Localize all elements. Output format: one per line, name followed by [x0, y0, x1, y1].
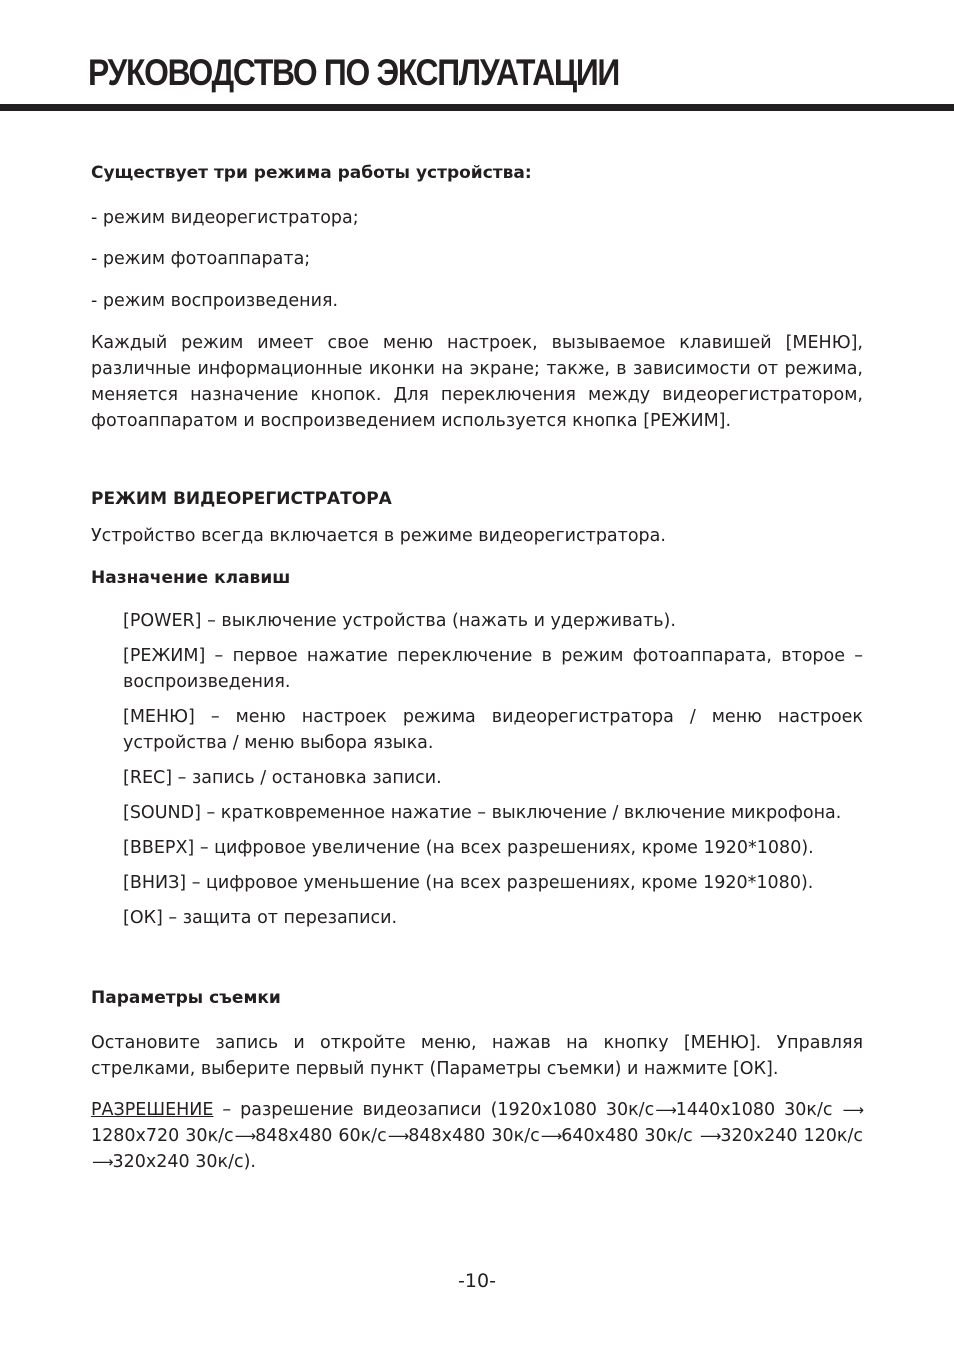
header-divider — [0, 104, 954, 111]
recorder-heading: РЕЖИМ ВИДЕОРЕГИСТРАТОРА — [91, 489, 392, 509]
modes-heading: Существует три режима работы устройства: — [91, 163, 532, 183]
resolution-intro: – разрешение видеозаписи (1920х1080 30к/с — [213, 1100, 655, 1120]
page-number: -10- — [458, 1270, 496, 1292]
resolution-option: 848х480 60к/с — [255, 1126, 387, 1146]
resolution-option: 320х240 120к/с — [720, 1126, 863, 1146]
mode-item-photo: - режим фотоаппарата; — [91, 249, 311, 269]
arrow-right-icon: ⟶ — [540, 1127, 561, 1145]
arrow-right-icon: ⟶ — [655, 1101, 675, 1119]
key-mode: [РЕЖИМ] – первое нажатие переключение в режим фотоаппарата, второе – воспроизведения. — [123, 646, 863, 692]
resolution-option: 320х240 30к/с). — [112, 1152, 256, 1172]
key-rec: [REC] – запись / остановка записи. — [123, 768, 442, 788]
key-menu: [МЕНЮ] – меню настроек режима видеорегистратора / меню настроек устройства / меню выбора языка. — [123, 707, 863, 753]
mode-item-playback: - режим воспроизведения. — [91, 291, 339, 311]
key-power: [POWER] – выключение устройства (нажать и удерживать). — [123, 611, 676, 631]
resolution-paragraph — [91, 1097, 863, 1175]
key-up: [ВВЕРХ] – цифровое увеличение (на всех разрешениях, кроме 1920*1080). — [123, 838, 814, 858]
resolution-option: 1440х1080 30к/с — [675, 1100, 833, 1120]
document-body — [91, 150, 863, 1175]
key-down: [ВНИЗ] – цифровое уменьшение (на всех разрешениях, кроме 1920*1080). — [123, 873, 814, 893]
arrow-right-icon: ⟶ — [842, 1101, 862, 1119]
shooting-heading: Параметры съемки — [91, 988, 281, 1008]
recorder-intro: Устройство всегда включается в режиме видеорегистратора. — [91, 526, 666, 546]
resolution-option: 640х480 30к/с — [561, 1126, 693, 1146]
keys-heading: Назначение клавиш — [91, 568, 291, 588]
arrow-right-icon: ⟶ — [234, 1127, 255, 1145]
page-header-title: РУКОВОДСТВО ПО ЭКСПЛУАТАЦИИ — [88, 52, 620, 93]
resolution-label: РАЗРЕШЕНИЕ — [91, 1100, 214, 1120]
mode-item-video: - режим видеорегистратора; — [91, 208, 359, 228]
key-ok: [ОК] – защита от перезаписи. — [123, 908, 398, 928]
keys-list — [123, 608, 863, 931]
key-sound: [SOUND] – кратковременное нажатие – выключение / включение микрофона. — [123, 803, 842, 823]
resolution-option: 1280х720 30к/с — [91, 1126, 234, 1146]
arrow-right-icon: ⟶ — [699, 1127, 720, 1145]
resolution-option: 848х480 30к/с — [408, 1126, 540, 1146]
arrow-right-icon: ⟶ — [92, 1153, 112, 1171]
modes-description: Каждый режим имеет свое меню настроек, вызываемое клавишей [МЕНЮ], различные информационные иконки на экране; также, в зависимости от режима, меняется назначение кнопок. Для переключения между видеорегистратором, фотоаппаратом и воспроизведением используется кнопка [РЕЖИМ]. — [91, 333, 863, 431]
shooting-instructions: Остановите запись и откройте меню, нажав на кнопку [МЕНЮ]. Управляя стрелками, выберите первый пункт (Параметры съемки) и нажмите [ОК]. — [91, 1033, 863, 1079]
arrow-right-icon: ⟶ — [387, 1127, 408, 1145]
